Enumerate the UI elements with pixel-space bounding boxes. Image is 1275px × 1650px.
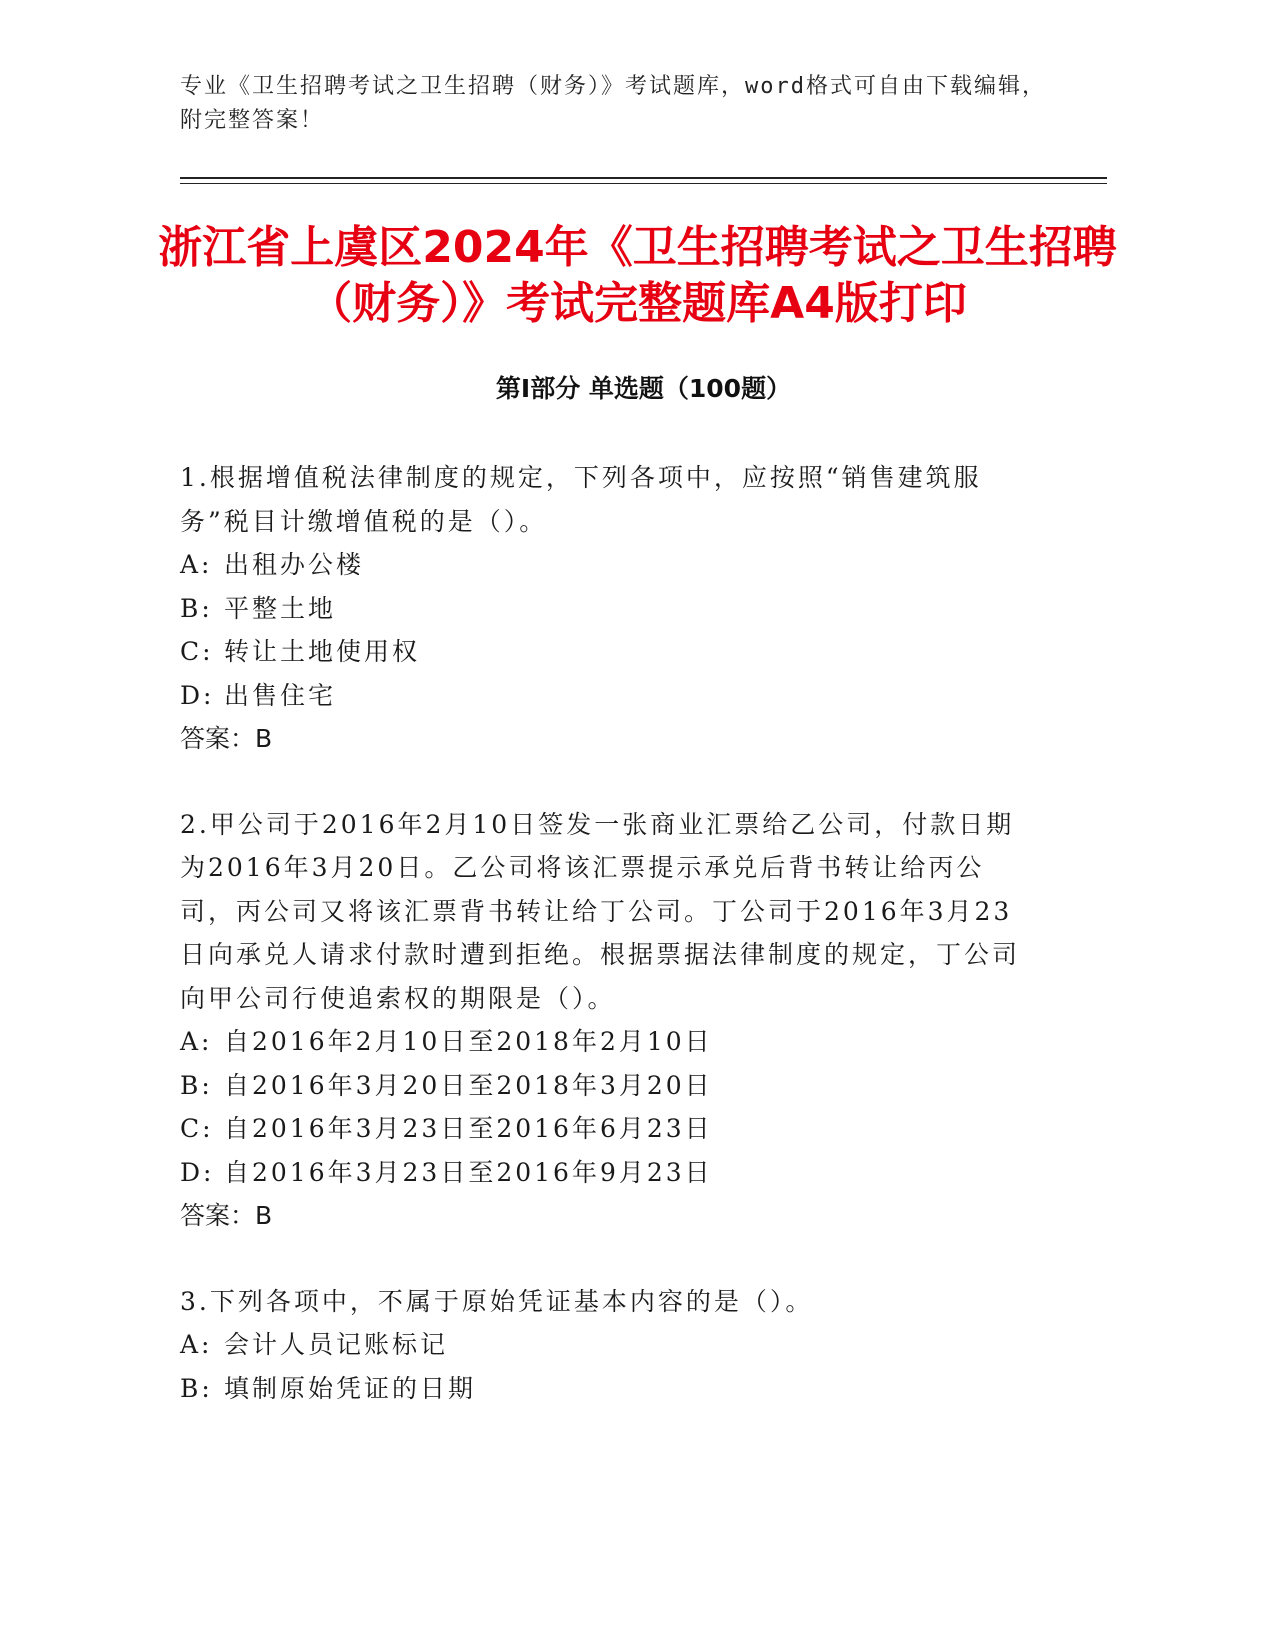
option-text: 平整土地 (224, 593, 337, 623)
option-letter: C: (180, 637, 214, 666)
question-stem: 1.根据增值税法律制度的规定，下列各项中，应按照“销售建筑服务”税目计缴增值税的是（）。 (180, 463, 982, 536)
option-text: 填制原始凭证的日期 (224, 1373, 477, 1403)
option-letter: A: (180, 1330, 213, 1359)
section-title: 第I部分 单选题（100题） (495, 374, 792, 403)
header-rule-thin (180, 183, 1107, 184)
option-d (180, 1151, 1020, 1195)
question-1 (180, 456, 1020, 761)
option-c (180, 630, 1020, 674)
option-text: 自2016年3月20日至2018年3月20日 (224, 1070, 713, 1100)
option-text: 会计人员记账标记 (224, 1330, 449, 1359)
option-letter: B: (180, 593, 213, 623)
option-text: 出售住宅 (224, 680, 337, 710)
question-2 (180, 803, 1020, 1238)
option-d (180, 674, 1020, 718)
option-letter: B: (180, 1373, 213, 1403)
option-c (180, 1107, 1020, 1151)
option-b (180, 1064, 1020, 1108)
option-letter: A: (180, 550, 213, 579)
header-note: 专业《卫生招聘考试之卫生招聘（财务）》考试题库，word格式可自由下载编辑，附完整答案！ (180, 74, 1046, 133)
option-a (180, 1020, 1020, 1064)
question-3 (180, 1280, 1020, 1411)
question-stem: 3.下列各项中，不属于原始凭证基本内容的是（）。 (180, 1286, 814, 1316)
option-text: 自2016年3月23日至2016年6月23日 (224, 1114, 713, 1143)
option-text: 转让土地使用权 (224, 637, 421, 666)
document-title: 浙江省上虞区2024年《卫生招聘考试之卫生招聘（财务）》考试完整题库A4版打印 (158, 222, 1117, 329)
answer-line: 答案：B (180, 1201, 273, 1230)
option-a (180, 543, 1020, 587)
option-text: 自2016年3月23日至2016年9月23日 (224, 1157, 713, 1187)
option-text: 自2016年2月10日至2018年2月10日 (224, 1027, 713, 1056)
option-letter: A: (180, 1027, 213, 1056)
question-list (180, 456, 1020, 1452)
option-b (180, 1367, 1020, 1411)
option-a (180, 1323, 1020, 1367)
answer-line: 答案：B (180, 724, 273, 753)
option-letter: D: (180, 1157, 215, 1187)
option-b (180, 587, 1020, 631)
question-stem: 2.甲公司于2016年2月10日签发一张商业汇票给乙公司，付款日期为2016年3月20日。乙公司将该汇票提示承兑后背书转让给丙公司，丙公司又将该汇票背书转让给丁公司。丁公司于2016年3月23日向承兑人请求付款时遭到拒绝。根据票据法律制度的规定，丁公司向甲公司行使追索权的期限是（）。 (180, 809, 1021, 1013)
option-text: 出租办公楼 (224, 550, 365, 579)
option-letter: D: (180, 680, 215, 710)
header-rule-thick (180, 177, 1107, 179)
option-letter: C: (180, 1114, 214, 1143)
option-letter: B: (180, 1070, 213, 1100)
